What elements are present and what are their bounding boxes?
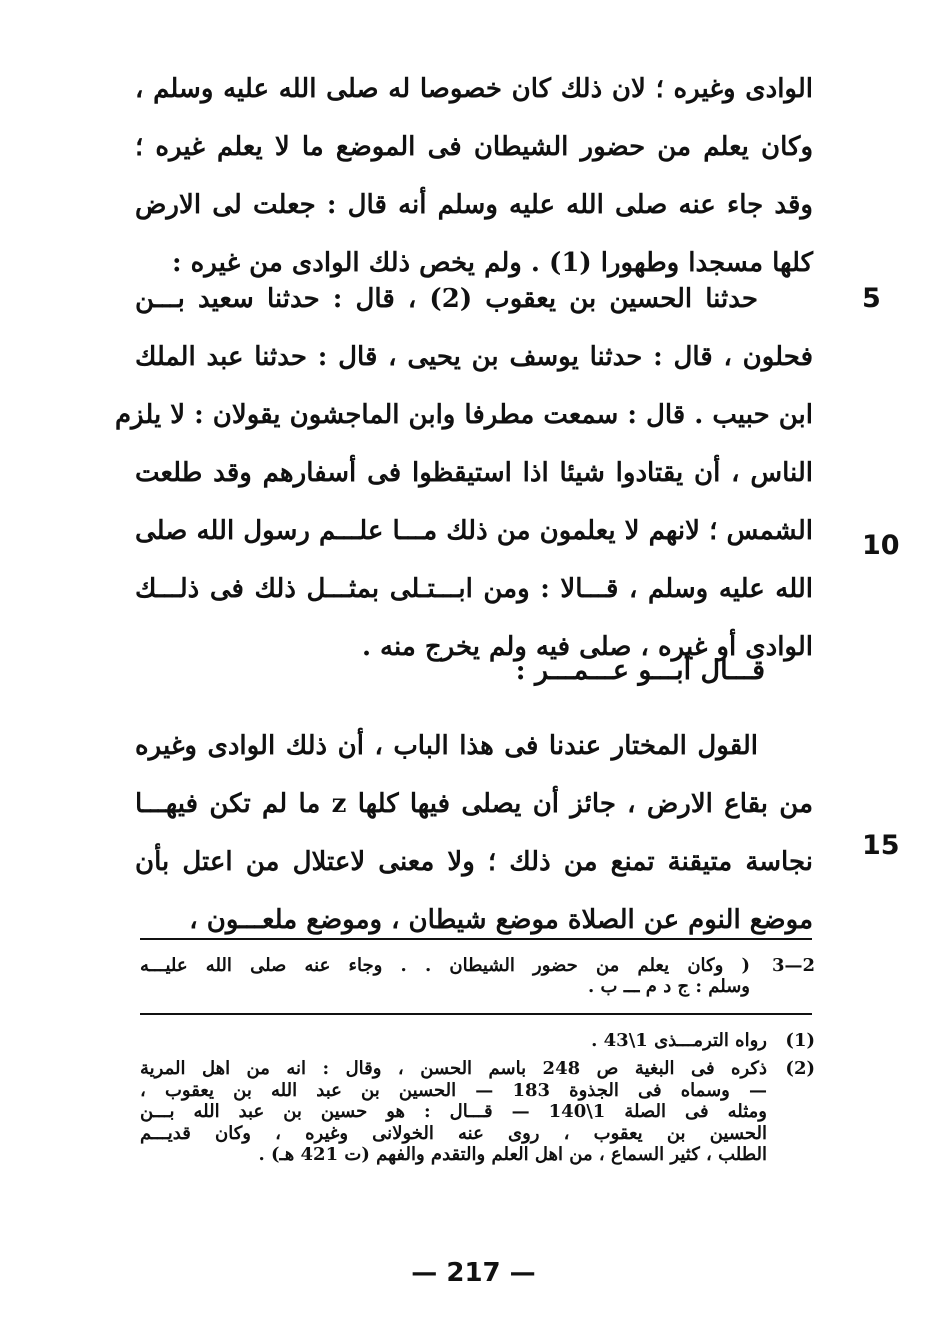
line-number-5: 5 [862,283,881,314]
text-line: وكان يعلم من حضور الشيطان فى الموضع ما لا يعلم غيره ؛ [135,132,813,162]
text-line: نجاسة متيقنة تمنع من ذلك ؛ ولا معنى لاعتلال من اعتل بأن [135,847,813,877]
text-line: الناس ، أن يقتادوا شيئا اذا استيقظوا فى أسفارهم وقد طلعت [135,458,813,488]
line-number-10: 10 [862,530,900,561]
footnote-line: ذكره فى البغية ص 248 باسم الحسن ، وقال : انه من اهل المرية [140,1058,767,1079]
text-line: الله عليه وسلم ، قـــالا : ومن ابـــتـلى بمثـــل ذلك فى ذلـــك [135,574,813,604]
footnote-line: الحسين بن يعقوب ، روى عنه الخولانى وغيره ، وكان قديـــم [140,1122,767,1144]
footnote-line: — وسماه فى الجذوة 183 — الحسين بن عبد الله بن يعقوب ، [140,1079,767,1101]
footnote-number: (1) [785,1030,815,1051]
footnote-number: (2) [785,1058,815,1079]
text-line: حدثنا الحسين بن يعقوب (2) ، قال : حدثنا سعيد بـــن [135,284,758,314]
text-line: القول المختار عندنا فى هذا الباب ، أن ذلك الوادى وغيره [135,731,758,761]
text-line: الوادى أو غيره ، صلى فيه ولم يخرج منه . [361,632,813,662]
paragraph-1 [135,60,813,292]
variant-note-ref: 2—3 [771,955,815,976]
text-line: ابن حبيب . قال : سمعت مطرفا وابن الماجشون يقولان : لا يلزم [114,400,813,430]
text-line: كلها مسجدا وطهورا (1) . ولم يخص ذلك الوادى من غيره : [172,248,813,278]
paragraph-3 [135,717,813,949]
text-line: الشمس ؛ لانهم لا يعلمون من ذلك مـــا علـــم رسول الله صلى [135,516,813,546]
footnote-text [140,1058,767,1166]
line-number-15: 15 [862,830,900,861]
variant-note [140,955,750,997]
footnote-divider [140,1013,812,1015]
paragraph-2 [114,270,813,676]
text-line: فحلون ، قال : حدثنا يوسف بن يحيى ، قال : حدثنا عبد الملك [135,342,813,372]
footnote-text [140,1030,767,1052]
variant-note-line: ( وكان يعلم من حضور الشيطان . . وجاء عنه صلى الله عليـــه [140,955,750,976]
text-line: موضع النوم عن الصلاة موضع شيطان ، وموضع ملعـــون ، [189,905,813,935]
variant-note-line: وسلم : ج د م ـــ ب . [587,976,750,997]
text-line: وقد جاء عنه صلى الله عليه وسلم أنه قال : جعلت لى الارض [135,190,813,220]
footnote-line: الطلب ، كثير السماع ، من اهل العلم والتقدم والفهم (ت 421 هـ) . [258,1144,767,1165]
footnote-2 [140,1058,815,1178]
text-line: من بقاع الارض ، جائز أن يصلى فيها كلها z ما لم تكن فيهـــا [135,789,814,819]
footnote-line: ومثله فى الصلة 1\140 — قـــال : هو حسين بن عبد الله بـــن [140,1101,767,1122]
footnote-1 [140,1030,815,1054]
footnote-line: رواه الترمـــذى 1\43 . [591,1030,767,1051]
section-heading: قـــال أبـــو عـــمـــر : [515,655,765,686]
page-number: — 217 — [411,1258,536,1288]
text-line: الوادى وغيره ؛ لان ذلك كان خصوصا له صلى الله عليه وسلم ، [135,74,813,104]
main-text-divider [140,938,812,940]
